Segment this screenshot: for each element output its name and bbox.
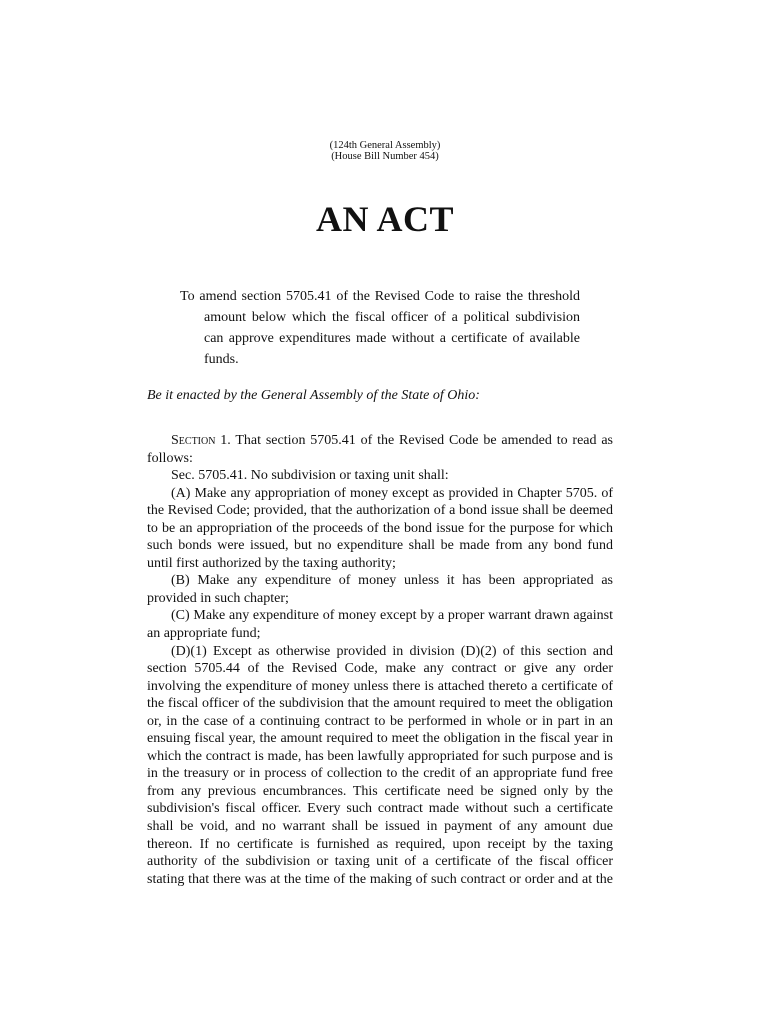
division-c-paragraph: (C) Make any expenditure of money except by a proper warrant drawn against an appropriate fund; bbox=[147, 608, 613, 642]
section-intro-paragraph bbox=[147, 432, 613, 467]
section-intro-text: 1. That section 5705.41 of the Revised Code be amended to read as follows: bbox=[147, 433, 613, 466]
act-title: AN ACT bbox=[315, 199, 455, 239]
section-label: Section bbox=[171, 433, 216, 448]
enacting-clause: Be it enacted by the General Assembly of the State of Ohio: bbox=[147, 388, 480, 403]
sec-heading-paragraph: Sec. 5705.41. No subdivision or taxing unit shall: bbox=[171, 468, 449, 484]
division-a-paragraph: (A) Make any appropriation of money except as provided in Chapter 5705. of the Revised Code; provided, that the authorization of a bond issue shall be deemed to be an appropriation of the proceeds of the bond issue for the purpose for which such bonds were issued, but no expenditure shall be made from any bond fund until first authorized by the taxing authority; bbox=[147, 485, 613, 571]
act-body bbox=[147, 432, 613, 888]
division-b-paragraph: (B) Make any expenditure of money unless it has been appropriated as provided in such chapter; bbox=[147, 573, 613, 606]
bill-header bbox=[0, 140, 770, 162]
division-d-paragraph: (D)(1) Except as otherwise provided in division (D)(2) of this section and section 5705.44 of the Revised Code, make any contract or give any order involving the expenditure of money unless there is attached thereto a certificate of the fiscal officer of the subdivision that the amount required to meet the obligation or, in the case of a continuing contract to be performed in whole or in part in an ensuing fiscal year, the amount required to meet the obligation in the fiscal year in which the contract is made, has been lawfully appropriated for such purpose and is in the treasury or in process of collection to the credit of an appropriate fund free from any previous encumbrances. This certificate need be signed only by the subdivision's fiscal officer. Every such contract made without such a certificate shall be void, and no warrant shall be issued in payment of any amount due thereon. If no certificate is furnished as required, upon receipt by the taxing authority of the subdivision or taxing unit of a certificate of the fiscal officer stating that there was at the time of the making of such contract or order and at the bbox=[147, 643, 613, 887]
general-assembly-line: (124th General Assembly) bbox=[329, 140, 441, 151]
bill-number-line: (House Bill Number 454) bbox=[331, 151, 439, 162]
act-purpose: To amend section 5705.41 of the Revised Code to raise the threshold amount below which the fiscal officer of a political subdivision can approve expenditures made without a certificate of available funds. bbox=[180, 289, 580, 367]
